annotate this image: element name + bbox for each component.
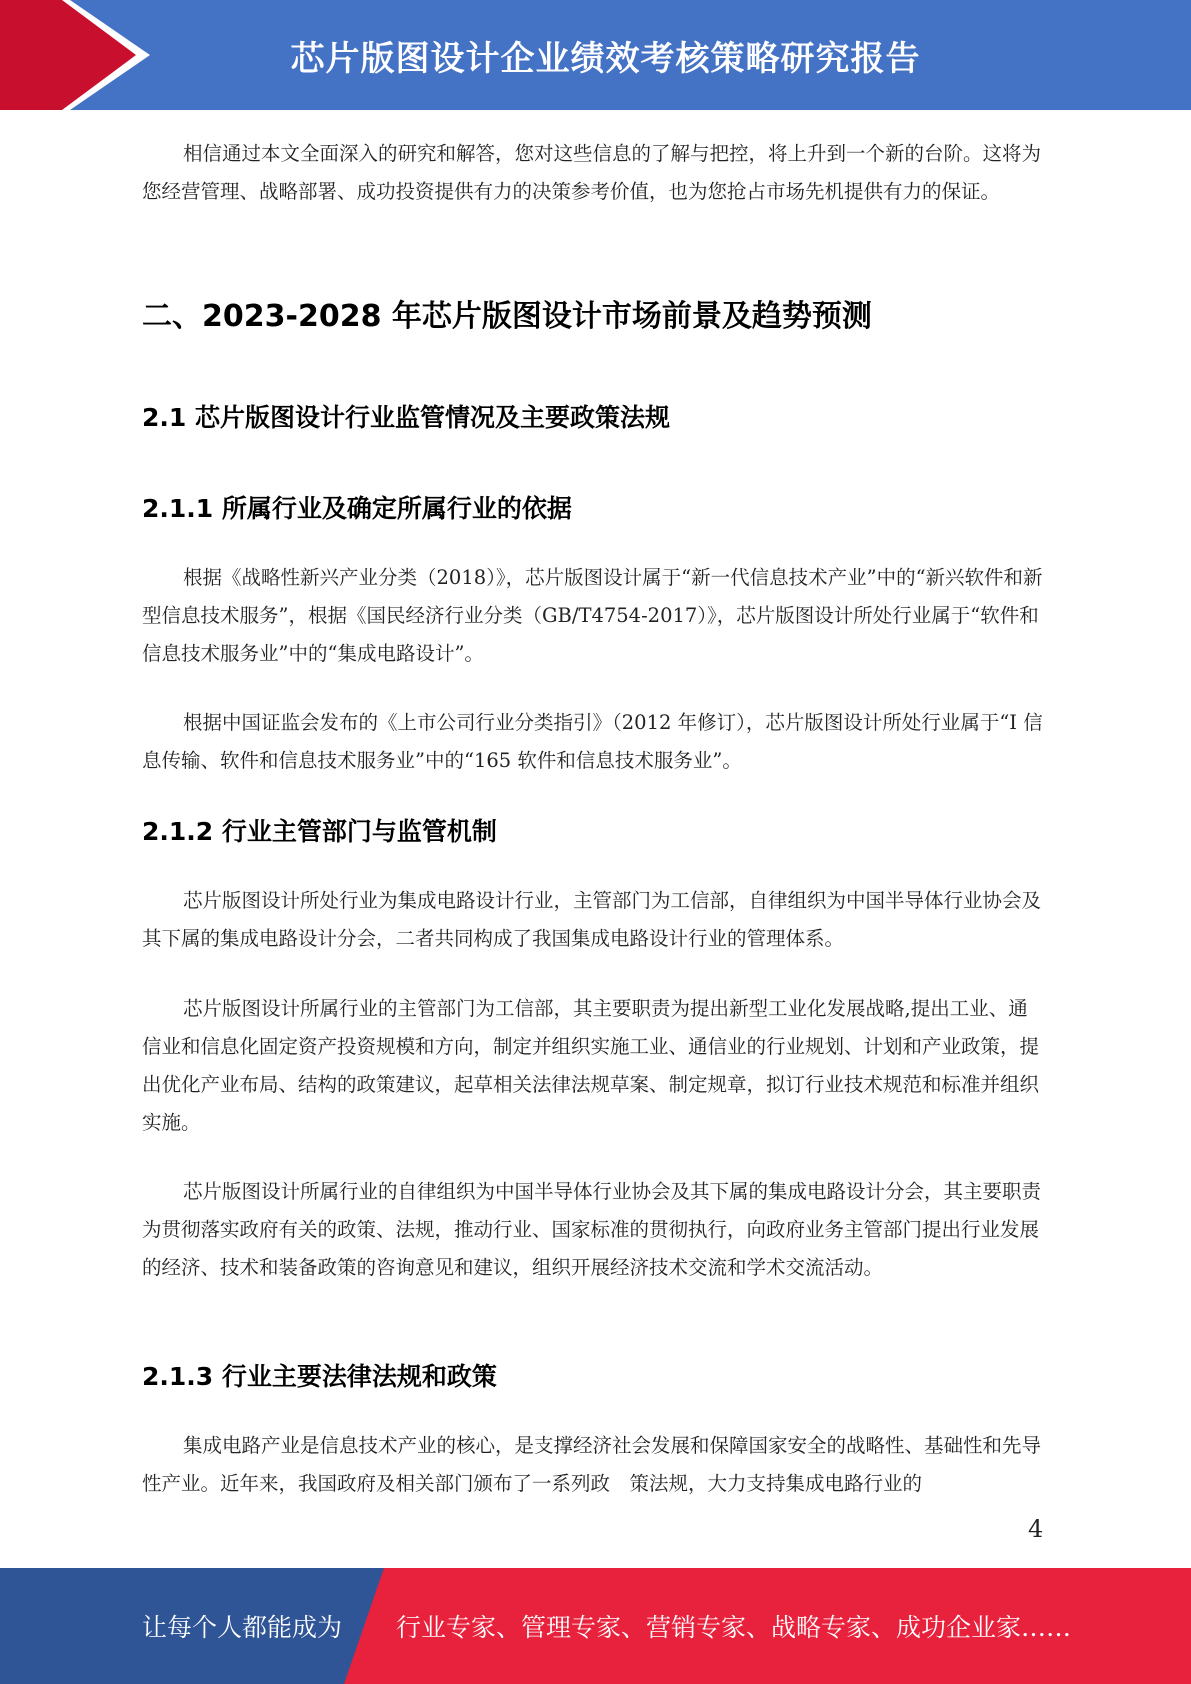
intro-paragraph: 相信通过本文全面深入的研究和解答，您对这些信息的了解与把控，将上升到一个新的台阶。这将为您经营管理、战略部署、成功投资提供有力的决策参考价值，也为您抢占市场先机提供有力的保证。: [142, 142, 1042, 203]
page-number: 4: [1028, 1515, 1044, 1543]
footer-slogan-left: 让每个人都能成为: [142, 1613, 343, 1642]
paragraph-2-1-1-a: 根据《战略性新兴产业分类（2018）》，芯片版图设计属于“新一代信息技术产业”中的“新兴软件和新型信息技术服务”，根据《国民经济行业分类（GB/T4754-2017）》，芯片版图设计所处行业属于“软件和信息技术服务业”中的“集成电路设计”。: [142, 566, 1043, 665]
paragraph-2-1-1-b: 根据中国证监会发布的《上市公司行业分类指引》（2012 年修订），芯片版图设计所处行业属于“I 信息传输、软件和信息技术服务业”中的“165 软件和信息技术服务业”。: [142, 711, 1043, 772]
section-heading-2: 二、2023-2028 年芯片版图设计市场前景及趋势预测: [142, 299, 872, 334]
report-title: 芯片版图设计企业绩效考核策略研究报告: [290, 38, 921, 79]
footer-slogan-right: 行业专家、管理专家、营销专家、战略专家、成功企业家……: [396, 1613, 1072, 1642]
section-heading-2-1-2: 2.1.2 行业主管部门与监管机制: [142, 817, 497, 846]
paragraph-2-1-2-c: 芯片版图设计所属行业的自律组织为中国半导体行业协会及其下属的集成电路设计分会，其主要职责为贯彻落实政府有关的政策、法规，推动行业、国家标准的贯彻执行，向政府业务主管部门提出行业发展的经济、技术和装备政策的咨询意见和建议，组织开展经济技术交流和学术交流活动。: [142, 1180, 1042, 1279]
page-header-band: [0, 0, 1191, 110]
section-heading-2-1: 2.1 芯片版图设计行业监管情况及主要政策法规: [142, 403, 670, 432]
paragraph-2-1-2-a: 芯片版图设计所处行业为集成电路设计行业，主管部门为工信部，自律组织为中国半导体行业协会及其下属的集成电路设计分会，二者共同构成了我国集成电路设计行业的管理体系。: [142, 889, 1042, 950]
section-heading-2-1-1: 2.1.1 所属行业及确定所属行业的依据: [142, 494, 572, 523]
page-footer-band: [0, 1568, 1191, 1684]
section-heading-2-1-3: 2.1.3 行业主要法律法规和政策: [142, 1362, 497, 1391]
paragraph-2-1-3-a: 集成电路产业是信息技术产业的核心，是支撑经济社会发展和保障国家安全的战略性、基础性和先导性产业。近年来，我国政府及相关部门颁布了一系列政 策法规，大力支持集成电路行业的: [142, 1434, 1042, 1495]
paragraph-2-1-2-b: 芯片版图设计所属行业的主管部门为工信部，其主要职责为提出新型工业化发展战略,提出工业、通信业和信息化固定资产投资规模和方向，制定并组织实施工业、通信业的行业规划、计划和产业政策，提出优化产业布局、结构的政策建议，起草相关法律法规草案、制定规章，拟订行业技术规范和标准并组织实施。: [142, 997, 1040, 1134]
